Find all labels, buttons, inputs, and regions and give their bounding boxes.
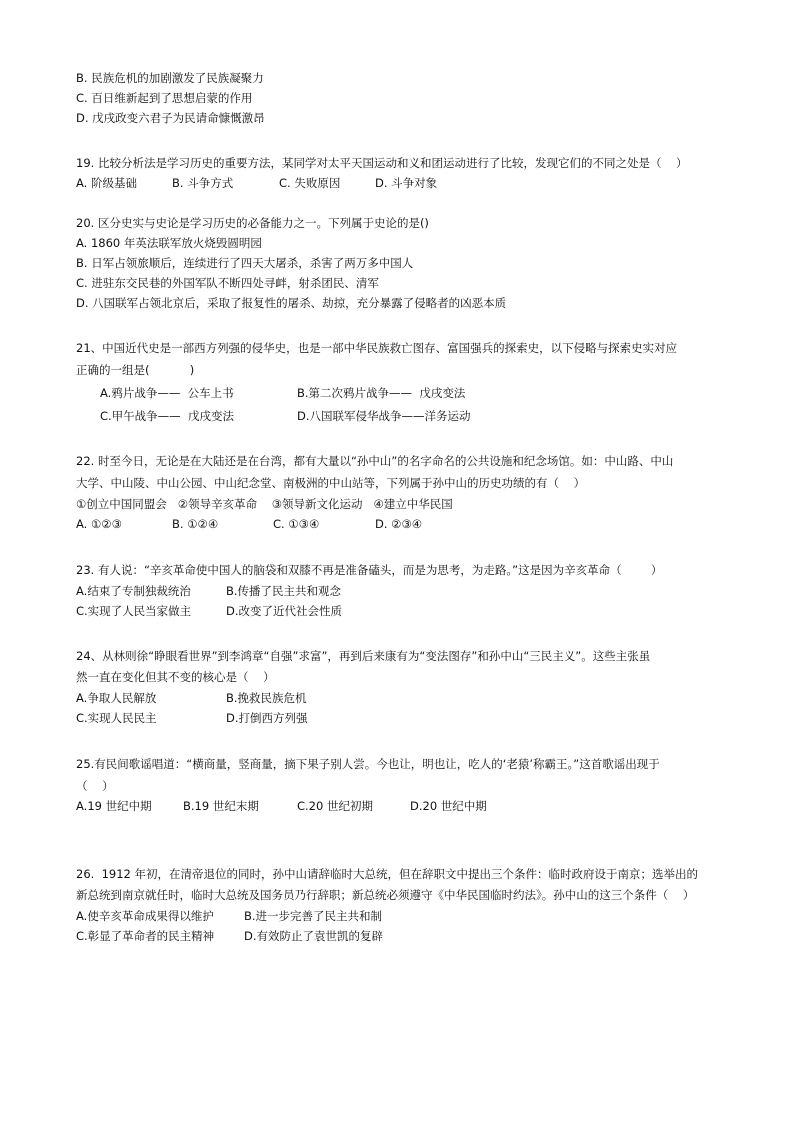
q22-stem-line1: 22. 时至今日，无论是在大陆还是在台湾，都有大量以“孙中山”的名字命名的公共设施和纪念场馆。如：中山路、中山 (76, 454, 674, 468)
q23-option-c: C.实现了人民当家做主 (76, 604, 192, 618)
q22-option-b: B. ①②④ (172, 517, 219, 531)
q25-option-d: D.20 世纪中期 (410, 799, 487, 813)
q21-stem-line2: 正确的一组是( ) (76, 363, 195, 377)
q23-stem: 23. 有人说：“辛亥革命使中国人的脑袋和双膝不再是准备磕头，而是为思考，为走路。”这是因为辛亥革命（ ） (76, 563, 663, 577)
q24-option-a: A.争取人民解放 (76, 691, 157, 705)
q26-stem-line2: 新总统到南京就任时，临时大总统及国务员乃行辞职；新总统必须遵守《中华民国临时约法》。孙中山的这三个条件（ ） (76, 888, 695, 902)
q24-stem-line2: 然一直在变化但其不变的核心是（ ） (76, 670, 275, 684)
q23-option-d: D.改变了近代社会性质 (226, 604, 343, 618)
q24-option-b: B.挽救民族危机 (226, 691, 307, 705)
q22-items: ①创立中国同盟会 ②领导辛亥革命 ③领导新文化运动 ④建立中华民国 (76, 497, 453, 511)
q21-option-c: C.甲午战争—— 戊戌变法 (100, 409, 234, 423)
q24-option-c: C.实现人民民主 (76, 711, 157, 725)
q24-option-d: D.打倒西方列强 (226, 711, 308, 725)
q19-option-d: D. 斗争对象 (375, 176, 438, 190)
q18-option-b: B. 民族危机的加剧激发了民族凝聚力 (76, 71, 264, 85)
q21-option-b: B.第二次鸦片战争—— 戊戌变法 (297, 386, 466, 400)
q20-option-b: B. 日军占领旅顺后，连续进行了四天大屠杀，杀害了两万多中国人 (76, 256, 414, 270)
q26-option-b: B.进一步完善了民主共和制 (244, 909, 383, 923)
q19-option-a: A. 阶级基础 (76, 176, 137, 190)
q21-stem-line1: 21、中国近代史是一部西方列强的侵华史，也是一部中华民族救亡图存、富国强兵的探索史，以下侵略与探索史实对应 (76, 341, 678, 355)
q20-option-a: A. 1860 年英法联军放火烧毁圆明园 (76, 236, 262, 250)
q18-option-c: C. 百日维新起到了思想启蒙的作用 (76, 91, 253, 105)
q23-option-a: A.结束了专制独裁统治 (76, 584, 191, 598)
q26-option-a: A.使辛亥革命成果得以维护 (76, 909, 214, 923)
q25-option-c: C.20 世纪初期 (297, 799, 373, 813)
q19-option-b: B. 斗争方式 (172, 176, 234, 190)
q23-option-b: B.传播了民主共和观念 (226, 584, 342, 598)
q22-option-d: D. ②③④ (375, 517, 423, 531)
q22-option-a: A. ①②③ (76, 517, 122, 531)
q25-option-b: B.19 世纪末期 (183, 799, 259, 813)
q26-stem-line1: 26. 1912 年初，在清帝退位的同时，孙中山请辞临时大总统，但在辞职文中提出三个条件：临时政府设于南京；选举出的 (76, 867, 699, 881)
q21-option-d: D.八国联军侵华战争——洋务运动 (297, 409, 471, 423)
q22-option-c: C. ①③④ (273, 517, 320, 531)
q18-option-d: D. 戊戌政变六君子为民请命慷慨激昂 (76, 111, 265, 125)
q25-option-a: A.19 世纪中期 (76, 799, 152, 813)
q26-option-c: C.彰显了革命者的民主精神 (76, 929, 215, 943)
q26-option-d: D.有效防止了袁世凯的复辟 (244, 929, 384, 943)
q21-option-a: A.鸦片战争—— 公车上书 (100, 386, 234, 400)
q25-stem-line1: 25.有民间歌谣唱道：“横商量，竖商量，摘下果子别人尝。今也让，明也让，吃人的‘老猿’称霸王。”这首歌谣出现于 (76, 757, 660, 771)
q19-option-c: C. 失败原因 (279, 176, 341, 190)
q24-stem-line1: 24、从林则徐“睁眼看世界”到李鸿章“自强”求富”，再到后来康有为“变法图存”和孙中山“三民主义”。这些主张虽 (76, 649, 651, 663)
q20-stem: 20. 区分史实与史论是学习历史的必备能力之一。下列属于史论的是() (76, 216, 429, 230)
q19-stem: 19. 比较分析法是学习历史的重要方法，某同学对太平天国运动和义和团运动进行了比较，发现它们的不同之处是（ ） (76, 156, 688, 170)
q25-stem-line2: （ ） (76, 779, 114, 793)
q20-option-d: D. 八国联军占领北京后，采取了报复性的屠杀、劫掠，充分暴露了侵略者的凶恶本质 (76, 296, 507, 310)
q22-stem-line2: 大学、中山陵、中山公园、中山纪念堂、南极洲的中山站等，下列属于孙中山的历史功绩的有（ ） (76, 476, 586, 490)
q20-option-c: C. 进驻东交民巷的外国军队不断四处寻衅，射杀团民、清军 (76, 276, 379, 290)
